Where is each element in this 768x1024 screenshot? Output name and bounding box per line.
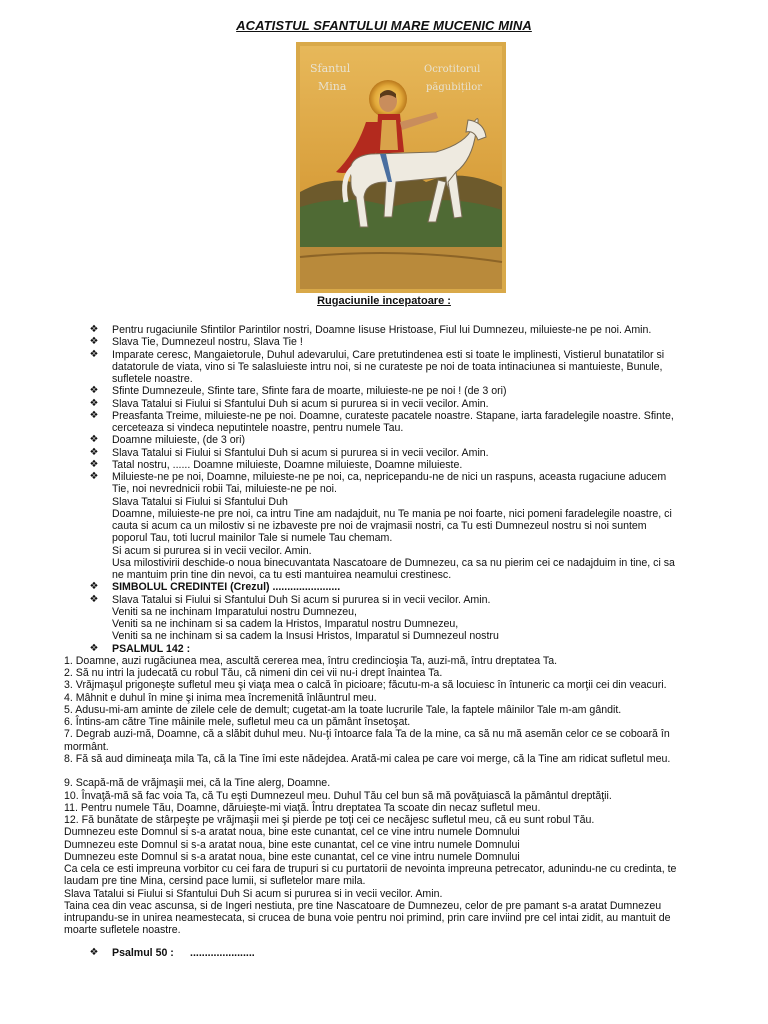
icon-inscription-left-1: Sfantul — [310, 62, 351, 75]
prayer-line: Veniti sa ne inchinam si sa cadem la Insusi Hristos, Imparatul si Dumnezeul nostru — [112, 630, 499, 643]
prayer-line: Veniti sa ne inchinam si sa cadem la Hristos, Imparatul nostru Dumnezeu, — [112, 618, 459, 630]
psalm-line: 11. Pentru numele Tău, Doamne, dăruieşte-mi viaţă. Întru dreptatea Ta scoate din necaz sufletul meu. — [64, 801, 541, 814]
psalm-line: mormânt. — [64, 740, 109, 753]
prayer-line: datatorule de viata, vino si Te salasluieste intru noi, si ne curateste pe noi de toata intinaciunea si mantuieste, Bunule, — [112, 360, 663, 373]
bullet-icon: ❖ — [89, 471, 99, 482]
icon-inscription-left-2: Mina — [318, 80, 347, 93]
document-title: ACATISTUL SFANTULUI MARE MUCENIC MINA — [236, 18, 532, 33]
section-subtitle: Rugaciunile incepatoare : — [317, 295, 451, 307]
psalm-line: Ca cela ce esti impreuna vorbitor cu cei fara de trupuri si cu purtatorii de nevointa impreuna petrecator, adunindu-ne cu credinta, te — [64, 863, 677, 875]
psalm-142-heading: PSALMUL 142 : — [112, 642, 191, 655]
psalm-line: 6. Întins-am către Tine mâinile mele, sufletul meu ca un pământ însetoşat. — [64, 716, 411, 728]
icon-inscription-right-2: păgubiților — [426, 82, 483, 93]
prayer-line: Slava Tatalui si Fiului si Sfantului Duh si acum si pururea si in vecii vecilor. Amin. — [112, 446, 489, 459]
bullet-icon: ❖ — [89, 348, 99, 360]
prayer-line: sufletele noastre. — [112, 373, 193, 385]
psalm-line: 8. Fă să aud dimineaţa mila Ta, că la Tine îmi este nădejdea. Arată-mi calea pe care voi merge, că la Tine am ridicat sufletul meu. — [64, 752, 671, 765]
prayer-line: Tatal nostru, ...... Doamne miluieste, Doamne miluieste, Doamne miluieste. — [112, 458, 463, 471]
prayer-line: Slava Tatalui si Fiului si Sfantului Duh si acum si pururea si in vecii vecilor. Amin. — [112, 397, 489, 410]
prayer-line: Preasfanta Treime, miluieste-ne pe noi. Doamne, curateste pacatele noastre. Stapane, iarta faradelegile noastre. Sfinte, — [112, 409, 674, 422]
psalm-line: 10. Învaţă-mă să fac voia Ta, că Tu eşti Dumnezeul meu. Duhul Tău cel bun să mă povăţuiască la pământul dreptăţii. — [64, 789, 612, 802]
prayer-line: cauta si acum ca un milostiv si ne izbaveste pre noi de vrajmasii nostri, ca Tu esti Dumnezeul nostru si noi suntem — [112, 520, 647, 532]
prayer-line: Tie, noi nevrednicii robii Tai, miluieste-ne pe noi. — [112, 483, 337, 496]
psalm-line: Dumnezeu este Domnul si s-a aratat noua, bine este cunantat, cel ce vine intru numele Domnului — [64, 850, 520, 863]
prayer-line: ne mantuim prin tine din nevoi, ca tu esti mantuirea neamului crestinesc. — [112, 569, 452, 581]
psalm-line: 4. Mâhnit e duhul în mine şi inima mea încremenită înlăuntrul meu. — [64, 691, 377, 704]
prayer-line: Slava Tie, Dumnezeul nostru, Slava Tie ! — [112, 336, 303, 349]
psalm-line: 2. Să nu intri la judecată cu robul Tău, că nimeni din cei vii nu-i drept înaintea Ta. — [64, 667, 443, 679]
psalm-line: Dumnezeu este Domnul si s-a aratat noua, bine este cunantat, cel ce vine intru numele Domnului — [64, 838, 520, 851]
psalm-line: Slava Tatalui si Fiului si Sfantului Duh Si acum si pururea si in vecii vecilor. Amin. — [64, 887, 443, 900]
bullet-icon: ❖ — [89, 446, 99, 458]
psalm-line: Taina cea din veac ascunsa, si de Ingeri nestiuta, pre tine Nascatoare de Dumnezeu, celor de pre pamant s-a aratat Dumnezeu — [64, 899, 662, 912]
psalm-50-heading: Psalmul 50 : — [112, 946, 174, 959]
psalm-line: 12. Fă bunătate de stârpeşte pe vrăjmaşii mei şi pierde pe toţi cei ce necăjesc sufletul meu, că eu sunt robul Tău. — [64, 814, 595, 826]
bullet-icon: ❖ — [89, 581, 99, 593]
prayer-line: Miluieste-ne pe noi, Doamne, miluieste-ne pe noi, ca, nepricepandu-ne de nici un raspuns, aceasta rugaciune aducem — [112, 471, 667, 483]
prayer-line: Slava Tatalui si Fiului si Sfantului Duh — [112, 495, 288, 508]
bullet-icon: ❖ — [89, 397, 99, 409]
psalm-line: intrupandu-se in unirea neamestecata, si crucea de buna voie pentru noi primind, prin care inviind pre cel intai zidit, au mantuit de — [64, 912, 671, 924]
prayer-line: Veniti sa ne inchinam Imparatului nostru Dumnezeu, — [112, 605, 357, 618]
bullet-icon: ❖ — [89, 409, 99, 421]
prayer-line: cerceteaza si vindeca neputintele noastre, pentru numele Tau. — [112, 422, 404, 434]
prayer-line: poporul Tau, toti lucrul mainilor Tale si numele Tau chemam. — [112, 532, 393, 545]
psalm-line: Dumnezeu este Domnul si s-a aratat noua, bine este cunantat, cel ce vine intru numele Domnului — [64, 826, 520, 839]
psalm-line: 3. Vrăjmaşul prigoneşte sufletul meu şi viaţa mea o calcă în picioare; făcutu-m-a să locuiesc în întuneric ca morţii cei din veacuri. — [64, 679, 667, 692]
bullet-icon: ❖ — [89, 336, 99, 348]
prayer-line: Imparate ceresc, Mangaietorule, Duhul adevarului, Care pretutindenea esti si toate le implinesti, Vistierul bunatatilor si — [112, 348, 665, 361]
psalm-50-dots: ...................... — [190, 946, 255, 959]
psalm-line: 5. Adusu-mi-am aminte de zilele cele de demult; cugetat-am la toate lucrurile Tale, la faptele mâinilor Tale m-am gândit. — [64, 703, 622, 716]
icon-inscription-right-1: Ocrotitorul — [424, 64, 481, 75]
prayer-line: Doamne, miluieste-ne pre noi, ca intru Tine am nadajduit, nu Te mania pe noi foarte, nici pomeni faradelegile noastre, ci — [112, 507, 672, 520]
prayer-line: Doamne miluieste, (de 3 ori) — [112, 434, 246, 447]
psalm-line: 7. Degrab auzi-mă, Doamne, că a slăbit duhul meu. Nu-ţi întoarce fala Ta de la mine, ca să nu mă asemăn celor ce se coboară în — [64, 728, 670, 741]
creed-heading: SIMBOLUL CREDINTEI (Crezul) ....................... — [112, 581, 341, 594]
prayer-line: Sfinte Dumnezeule, Sfinte tare, Sfinte fara de moarte, miluieste-ne pe noi ! (de 3 ori) — [112, 385, 507, 398]
bullet-icon: ❖ — [89, 946, 99, 958]
bullet-icon: ❖ — [89, 593, 99, 605]
prayer-line: Usa milostivirii deschide-o noua binecuvantata Nascatoare de Dumnezeu, ca sa nu pierim cei ce nadajduim in tine, ci sa — [112, 556, 675, 569]
psalm-line: 1. Doamne, auzi rugăciunea mea, ascultă cererea mea, întru credincioşia Ta, auzi-mă, întru dreptatea Ta. — [64, 654, 558, 667]
psalm-line: moarte sufletele noastre. — [64, 924, 181, 937]
prayer-line: Si acum si pururea si in vecii vecilor. Amin. — [112, 544, 312, 557]
saint-mina-icon-image — [296, 42, 506, 293]
prayer-line: Pentru rugaciunile Sfintilor Parintilor nostri, Doamne Iisuse Hristoase, Fiul lui Dumnezeu, miluieste-ne pe noi. Amin. — [112, 324, 652, 336]
bullet-icon: ❖ — [89, 642, 99, 654]
bullet-icon: ❖ — [89, 324, 99, 335]
psalm-line: laudam pre tine Mina, cersind pace lumii, si sufletelor mare mila. — [64, 875, 366, 888]
psalm-line: 9. Scapă-mă de vrăjmaşii mei, că la Tine alerg, Doamne. — [64, 777, 331, 790]
bullet-icon: ❖ — [89, 458, 99, 470]
prayer-line: Slava Tatalui si Fiului si Sfantului Duh Si acum si pururea si in vecii vecilor. Amin. — [112, 593, 491, 606]
bullet-icon: ❖ — [89, 385, 99, 397]
bullet-icon: ❖ — [89, 434, 99, 446]
